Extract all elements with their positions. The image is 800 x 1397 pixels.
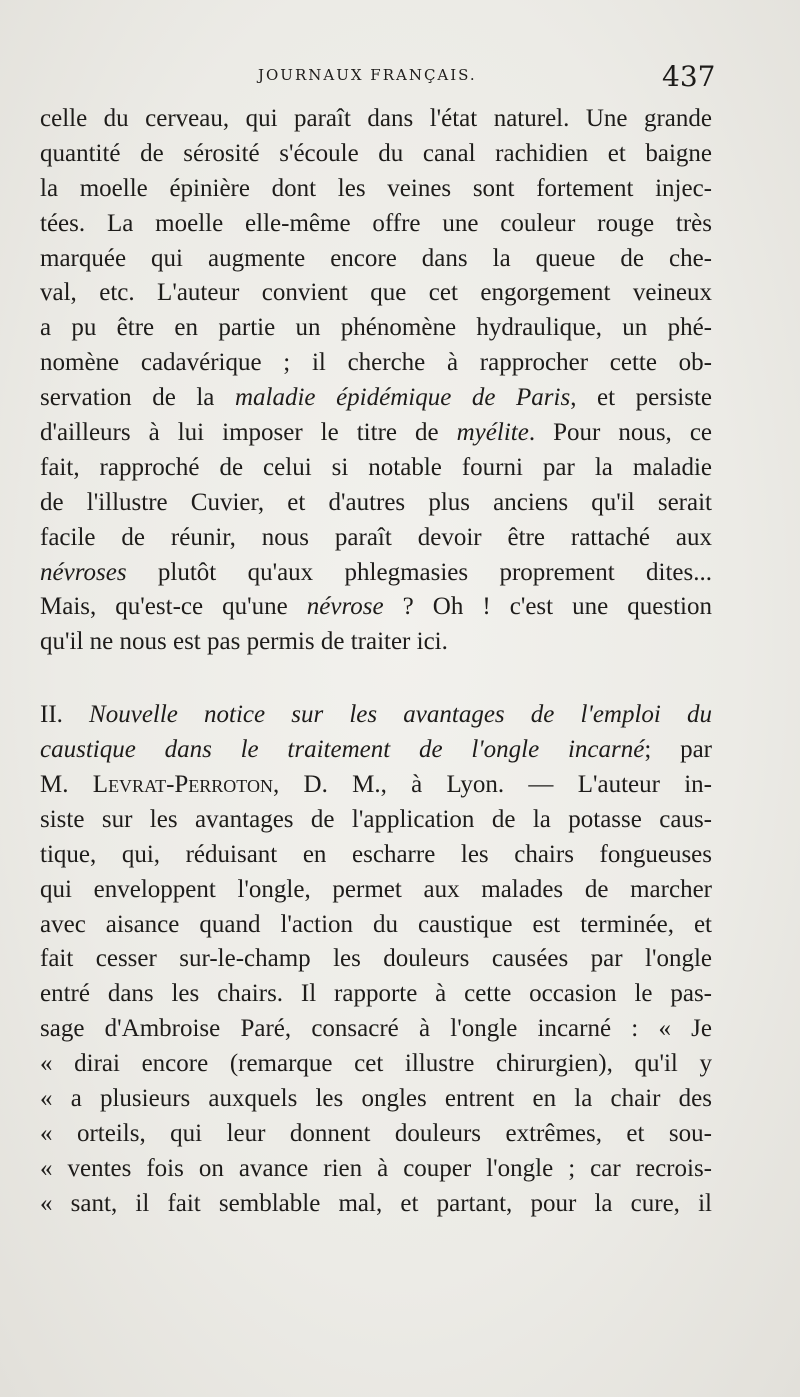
text-run: d'ailleurs à lui imposer le titre de: [40, 419, 457, 447]
text-line: [40, 1152, 712, 1187]
text-line: [40, 803, 712, 838]
author-initial: L: [92, 771, 109, 799]
paragraph-myelite: [40, 102, 712, 660]
text-run: entré dans les chairs. Il rapporte à cette occasion le pas-: [40, 980, 712, 1008]
text-line: [40, 698, 712, 733]
text-run: de l'illustre Cuvier, et d'autres plus anciens qu'il serait: [40, 488, 712, 516]
text-run: marquée qui augmente encore dans la queue de che-: [40, 244, 712, 272]
text-line: [40, 451, 712, 486]
text-run: facile de réunir, nous paraît devoir être rattaché aux: [40, 523, 712, 551]
text-run: . Pour nous, ce: [528, 419, 713, 447]
text-run: servation de la: [40, 384, 235, 412]
text-run: quantité de sérosité s'écoule du canal rachidien et baigne: [40, 139, 712, 167]
text-line: [40, 1082, 712, 1117]
text-run: fait, rapproché de celui si notable fourni par la maladie: [40, 453, 712, 481]
running-head: JOURNAUX FRANÇAIS.: [258, 66, 477, 84]
text-line: [40, 1047, 712, 1082]
text-line: [40, 346, 712, 381]
text-run: siste sur les avantages de l'application de la potasse caus-: [40, 805, 712, 833]
text-line: [40, 242, 712, 277]
paragraph-gap: [40, 660, 712, 698]
text-run: « ventes fois on avance rien à couper l'ongle ; car recrois-: [40, 1154, 712, 1182]
author-prefix: M.: [40, 771, 69, 799]
text-run: ; par: [644, 736, 712, 764]
text-line: [40, 311, 712, 346]
page-header: [0, 60, 800, 100]
text-run: qu'il ne nous est pas permis de traiter ici.: [40, 628, 448, 656]
text-line: [40, 768, 712, 803]
text-run: a pu être en partie un phénomène hydraulique, un phé-: [40, 314, 712, 342]
text-line: [40, 1187, 712, 1222]
paragraph-body: [40, 803, 712, 1222]
text-line: [40, 521, 712, 556]
text-line: [40, 1117, 712, 1152]
text-run: qui enveloppent l'ongle, permet aux malades de marcher: [40, 875, 712, 903]
text-line: [40, 207, 712, 242]
italic-term: névrose: [306, 593, 384, 621]
text-run: « sant, il fait semblable mal, et partant, pour la cure, il: [40, 1189, 712, 1217]
text-line: [40, 102, 712, 137]
text-run: avec aisance quand l'action du caustique est terminée, et: [40, 910, 712, 938]
article-title: Nouvelle notice sur les avantages de l'emploi du: [89, 701, 712, 729]
text-line: [40, 381, 712, 416]
author-initial: -P: [166, 771, 189, 799]
text-line: [40, 556, 712, 591]
author-name: [93, 771, 273, 798]
text-line: [40, 590, 712, 625]
text-run: , et persiste: [570, 384, 712, 412]
text-run: « dirai encore (remarque cet illustre chirurgien), qu'il y: [40, 1050, 712, 1078]
text-run: , D. M., à Lyon. — L'auteur in-: [272, 771, 713, 799]
text-line: [40, 416, 712, 451]
text-run: Mais, qu'est-ce qu'une: [40, 593, 307, 621]
text-line: [40, 942, 712, 977]
text-run: nomène cadavérique ; il cherche à rapprocher cette ob-: [40, 349, 712, 377]
page-number: 437: [662, 60, 716, 93]
text-line: [40, 908, 712, 943]
text-run: la moelle épinière dont les veines sont fortement injec-: [40, 174, 712, 202]
text-line: [40, 486, 712, 521]
text-run: fait cesser sur-le-champ les douleurs causées par l'ongle: [40, 945, 712, 973]
text-run: « a plusieurs auxquels les ongles entrent en la chair des: [40, 1085, 712, 1113]
text-line: [40, 977, 712, 1012]
text-run: val, etc. L'auteur convient que cet engorgement veineux: [40, 279, 712, 307]
author-smallcaps: EVRAT: [108, 776, 167, 797]
text-line: [40, 276, 712, 311]
text-run: plutôt qu'aux phlegmasies proprement dites...: [126, 558, 712, 586]
text-line: [40, 172, 712, 207]
italic-term: névroses: [40, 558, 127, 586]
text-run: ? Oh ! c'est une question: [383, 593, 712, 621]
italic-term: maladie épidémique de Paris: [234, 384, 571, 412]
text-line: [40, 1012, 712, 1047]
author-smallcaps: ERROTON: [188, 776, 273, 797]
section-numeral: II.: [40, 701, 63, 729]
italic-term: myélite: [456, 419, 529, 447]
text-line: [40, 733, 712, 768]
text-run: sage d'Ambroise Paré, consacré à l'ongle incarné : « Je: [40, 1015, 712, 1043]
text-run: tées. La moelle elle-même offre une couleur rouge très: [40, 209, 712, 237]
text-line: [40, 137, 712, 172]
body-text: [40, 102, 712, 1222]
text-run: « orteils, qui leur donnent douleurs extrêmes, et sou-: [40, 1119, 712, 1147]
text-run: tique, qui, réduisant en escharre les chairs fongueuses: [40, 840, 712, 868]
text-run: celle du cerveau, qui paraît dans l'état naturel. Une grande: [40, 105, 712, 132]
text-line: [40, 625, 712, 660]
paragraph-ongle-incarne: [40, 698, 712, 1221]
text-line: [40, 838, 712, 873]
text-line: [40, 873, 712, 908]
article-title-cont: caustique dans le traitement de l'ongle incarné: [40, 736, 645, 764]
